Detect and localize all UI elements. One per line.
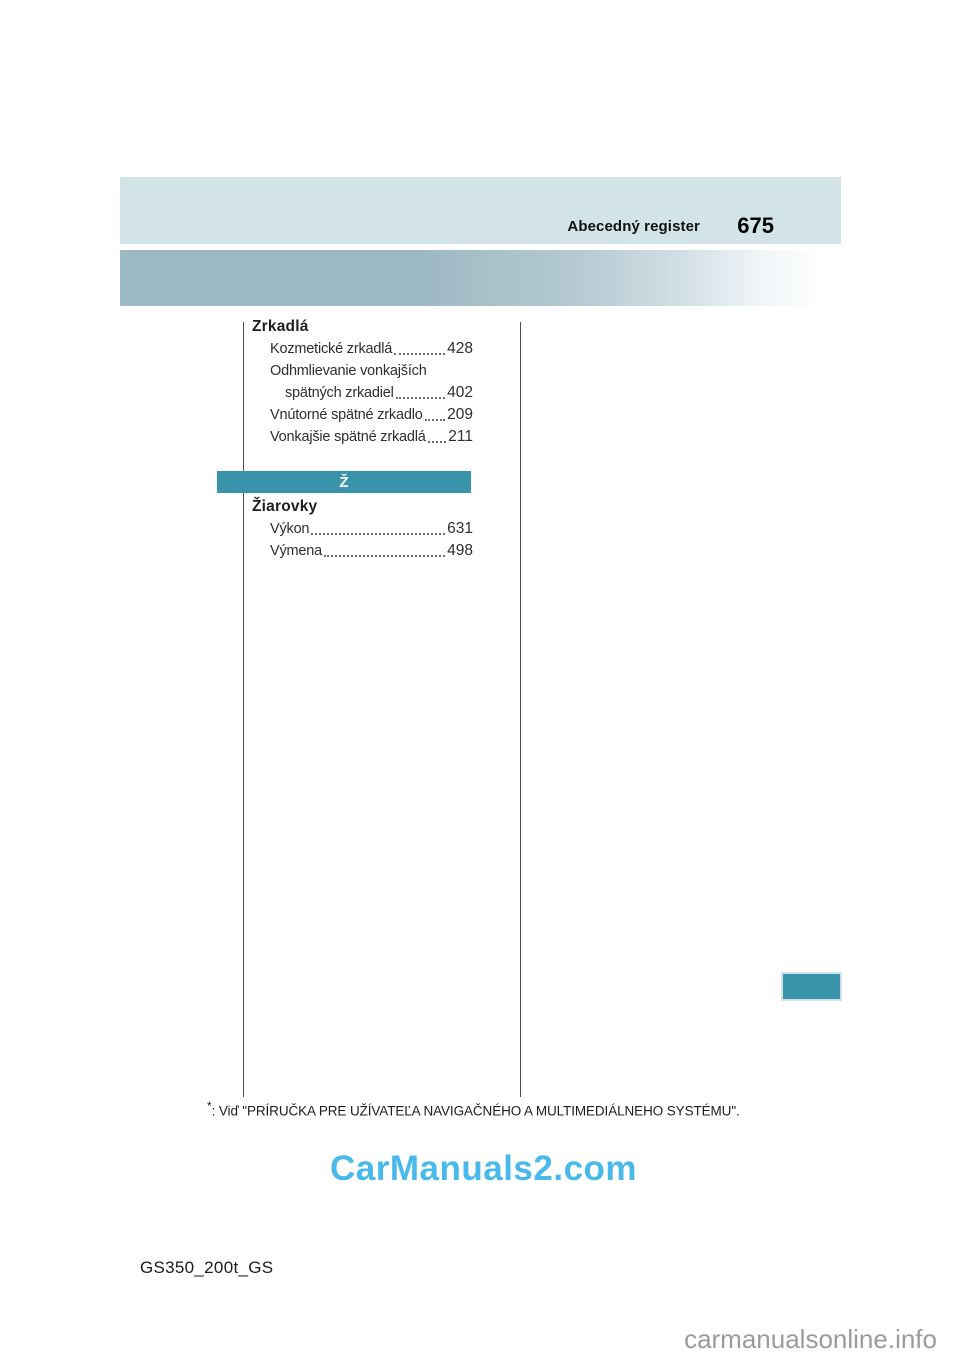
column-rule-right (520, 322, 521, 1097)
entry-label: Vnútorné spätné zrkadlo (270, 407, 423, 423)
entry-label: spätných zrkadiel (285, 385, 394, 401)
watermark-link[interactable]: CarManuals2.com (330, 1149, 638, 1188)
entry-label: Výmena (270, 543, 322, 559)
letter-divider-label: Ž (339, 473, 349, 491)
footnote-marker: * (207, 1099, 212, 1113)
page-number: 675 (737, 213, 774, 238)
site-credit-link[interactable]: carmanualsonline.info (684, 1324, 937, 1354)
letter-divider-z (217, 471, 471, 493)
dot-leader (396, 397, 445, 399)
index-entry (252, 426, 473, 448)
footnote-text: : Viď "PRÍRUČKA PRE UŽÍVATEĽA NAVIGAČNÉHO A MULTIMEDIÁLNEHO SYSTÉMU". (211, 1103, 740, 1119)
entry-page-number: 428 (447, 340, 473, 357)
dot-leader (428, 441, 447, 443)
entry-page-number: 209 (447, 406, 473, 423)
section-title: Abecedný register (567, 218, 700, 235)
entry-label: Vonkajšie spätné zrkadlá (270, 429, 426, 445)
entry-page-number: 211 (448, 428, 473, 445)
entry-page-number: 402 (447, 384, 473, 401)
header-band (120, 177, 841, 244)
document-code: GS350_200t_GS (140, 1258, 274, 1277)
index-group-heading-zrkadla: Zrkadlá (252, 318, 309, 335)
decorative-gradient-band (120, 250, 841, 306)
entry-label: Kozmetické zrkadlá (270, 341, 393, 357)
dot-leader (394, 353, 445, 355)
entry-label: Výkon (270, 521, 310, 537)
index-entry (252, 518, 473, 540)
index-entry (252, 404, 473, 426)
footnote (207, 1099, 767, 1119)
column-rule-left (243, 322, 244, 1097)
dot-leader (324, 555, 445, 557)
entry-page-number: 498 (447, 542, 473, 559)
dot-leader (425, 419, 446, 421)
entry-label: Odhmlievanie vonkajších (270, 363, 427, 379)
entry-page-number: 631 (447, 520, 473, 537)
index-group-heading-ziarovky: Žiarovky (252, 498, 318, 515)
index-column (252, 316, 473, 562)
index-entry (252, 382, 473, 404)
index-entry (252, 338, 473, 360)
dot-leader (311, 533, 445, 535)
page-edge-tab (781, 972, 842, 1001)
index-entry-wrapped-line (252, 360, 473, 382)
index-entry (252, 540, 473, 562)
